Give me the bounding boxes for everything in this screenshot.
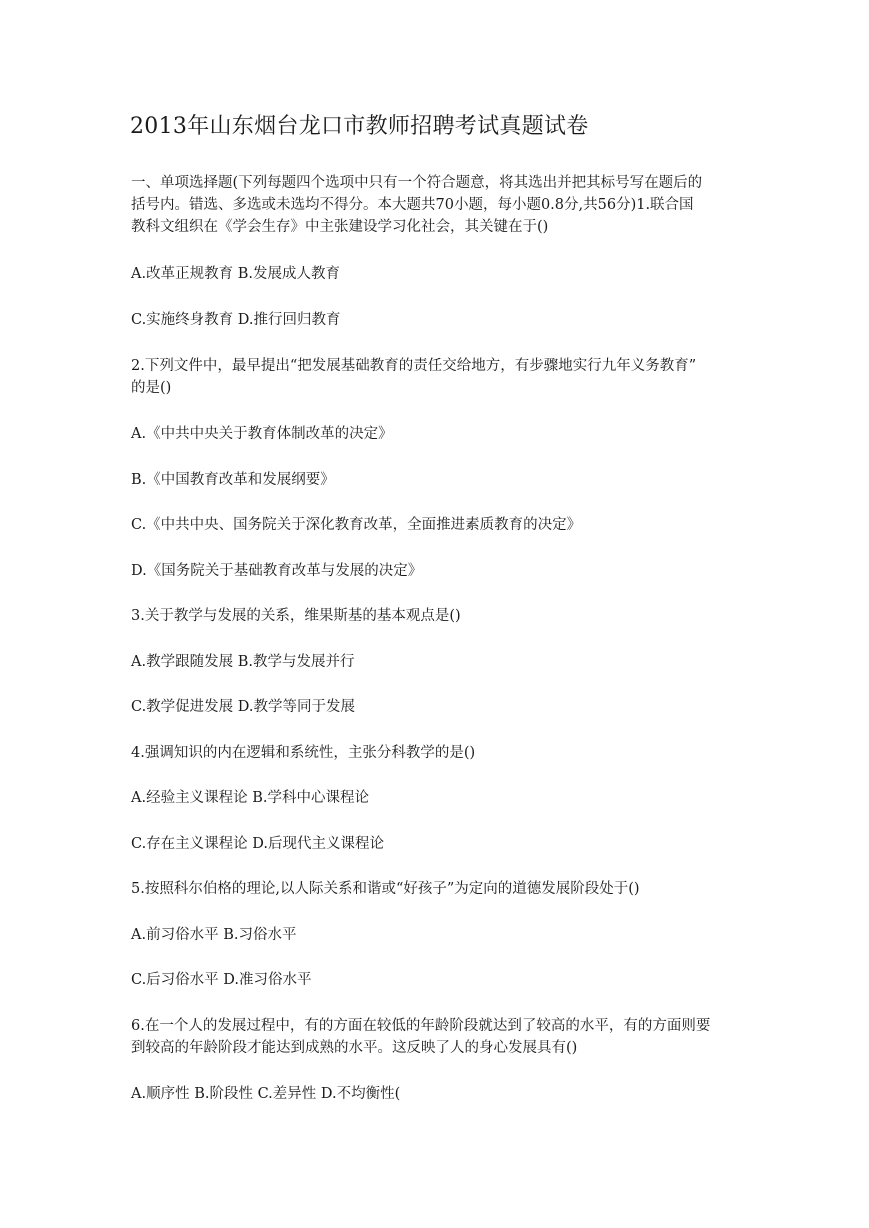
text-line: A.改革正规教育 B.发展成人教育	[131, 266, 340, 282]
text-line: C.《中共中央、国务院关于深化教育改革，全面推进素质教育的决定》	[131, 517, 582, 533]
option-line	[131, 309, 751, 331]
text-line: 4.强调知识的内在逻辑和系统性，主张分科教学的是()	[131, 745, 476, 761]
question-6	[131, 1015, 751, 1059]
option-line	[131, 263, 751, 285]
text-line: A.经验主义课程论 B.学科中心课程论	[131, 790, 369, 806]
text-line: A.顺序性 B.阶段性 C.差异性 D.不均衡性(	[131, 1086, 401, 1102]
text-line: C.教学促进发展 D.教学等同于发展	[131, 699, 356, 715]
text-line: 2.下列文件中，最早提出“把发展基础教育的责任交给地方，有步骤地实行九年义务教育”	[131, 358, 697, 374]
option-line	[131, 651, 751, 673]
option-line	[131, 969, 751, 991]
option-line	[131, 423, 751, 445]
option-line	[131, 924, 751, 946]
option-line	[131, 696, 751, 718]
question-4	[131, 742, 751, 764]
text-line: 6.在一个人的发展过程中，有的方面在较低的年龄阶段就达到了较高的水平，有的方面则要	[131, 1018, 711, 1034]
option-line	[131, 787, 751, 809]
text-line: D.《国务院关于基础教育改革与发展的决定》	[131, 563, 423, 579]
text-line: 到较高的年龄阶段才能达到成熟的水平。这反映了人的身心发展具有()	[131, 1040, 578, 1056]
text-line: B.《中国教育改革和发展纲要》	[131, 472, 335, 488]
option-line	[131, 514, 751, 536]
option-line	[131, 833, 751, 855]
text-line: 的是()	[131, 380, 172, 396]
text-line: 括号内。错选、多选或未选均不得分。本大题共70小题，每小题0.8分,共56分)1.联合国	[131, 197, 694, 213]
text-line: 3.关于教学与发展的关系，维果斯基的基本观点是()	[131, 608, 461, 624]
option-line	[131, 560, 751, 582]
paragraph-section-instructions	[131, 172, 751, 238]
question-5	[131, 878, 751, 900]
text-line: 一、单项选择题(下列每题四个选项中只有一个符合题意，将其选出并把其标号写在题后的	[131, 175, 703, 191]
document-title: 2013年山东烟台龙口市教师招聘考试真题试卷	[130, 114, 589, 139]
text-line: C.实施终身教育 D.推行回归教育	[131, 312, 341, 328]
question-3	[131, 605, 751, 627]
option-line	[131, 469, 751, 491]
text-line: 教科文组织在《学会生存》中主张建设学习化社会，其关键在于()	[131, 219, 549, 235]
text-line: 5.按照科尔伯格的理论,以人际关系和谐或“好孩子”为定向的道德发展阶段处于()	[131, 881, 640, 897]
text-line: A.《中共中央关于教育体制改革的决定》	[131, 426, 393, 442]
option-line	[131, 1083, 751, 1105]
text-line: A.教学跟随发展 B.教学与发展并行	[131, 654, 355, 670]
text-line: C.后习俗水平 D.准习俗水平	[131, 972, 312, 988]
text-line: A.前习俗水平 B.习俗水平	[131, 927, 297, 943]
question-2	[131, 355, 751, 399]
text-line: C.存在主义课程论 D.后现代主义课程论	[131, 836, 385, 852]
